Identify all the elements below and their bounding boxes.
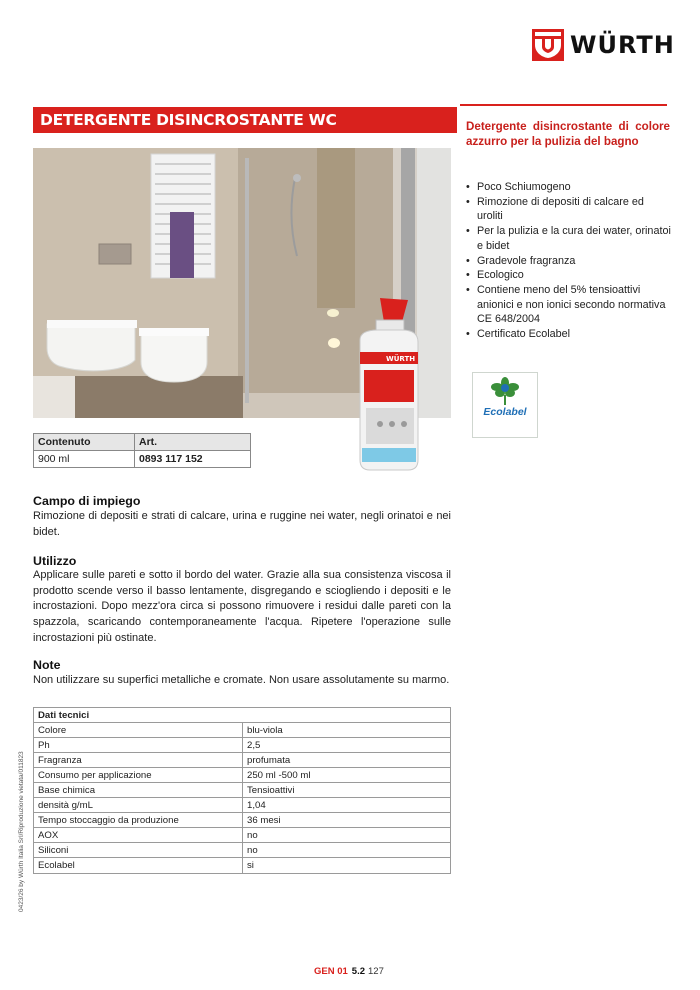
table-row	[34, 828, 451, 843]
section-text-campo: Rimozione di depositi e strati di calcare, urina e ruggine nei water, negli orinatoi e nei bidet.	[33, 510, 451, 538]
tech-value: 36 mesi	[243, 813, 451, 828]
feature-list	[466, 180, 672, 342]
title-bar	[33, 107, 457, 133]
side-note-text: 0423/26 by Würth Italia Srl/Riproduzione vietata/011823	[18, 751, 25, 912]
technical-data-table	[33, 707, 451, 874]
ecolabel-text: Ecolabel	[483, 406, 527, 418]
footer-page-number: 127	[368, 966, 384, 977]
section-heading-note: Note	[33, 658, 61, 672]
ecolabel-flower-icon	[473, 373, 537, 407]
table-header-row	[34, 708, 451, 723]
svg-text:WÜRTH: WÜRTH	[386, 355, 416, 363]
product-bottle-image	[350, 296, 426, 472]
tech-label: Consumo per applicazione	[34, 768, 243, 783]
tech-value: si	[243, 858, 451, 873]
tech-value: no	[243, 828, 451, 843]
feature-item: • Gradevole fragranza	[466, 254, 672, 269]
footer-section: GEN 01	[314, 966, 348, 977]
table-row	[34, 798, 451, 813]
tech-table-title: Dati tecnici	[34, 708, 451, 723]
feature-item: • Per la pulizia e la cura dei water, orinatoi e bidet	[466, 224, 672, 253]
table-row	[34, 843, 451, 858]
article-cell: 0893 117 152	[135, 451, 251, 468]
tech-value: 1,04	[243, 798, 451, 813]
feature-item: • Ecologico	[466, 268, 672, 283]
section-text-utilizzo: Applicare sulle pareti e sotto il bordo del water. Grazie alla sua consistenza viscosa il prodotto scende verso il basso lentamente, disgregando e sciogliendo i depositi e le incrostazioni. Dopo mezz'ora circa si possono rimuovere i residui dalle pareti con la spazzola, scaricando contemporaneamente l'acqua. Ripetere l'operazione sulle incrostazioni più ostinate.	[33, 569, 451, 644]
tech-label: Tempo stoccaggio da produzione	[34, 813, 243, 828]
header-cell: Art.	[135, 434, 251, 451]
tech-value: Tensioattivi	[243, 783, 451, 798]
title-divider	[460, 104, 667, 106]
section-text-note: Non utilizzare su superfici metalliche e cromate. Non usare assolutamente su marmo.	[33, 674, 450, 686]
tech-label: Colore	[34, 723, 243, 738]
tech-value: no	[243, 843, 451, 858]
tech-label: Ecolabel	[34, 858, 243, 873]
tech-value: 2,5	[243, 738, 451, 753]
tech-label: Siliconi	[34, 843, 243, 858]
feature-item: • Rimozione di depositi di calcare ed uroliti	[466, 195, 672, 224]
tech-label: AOX	[34, 828, 243, 843]
table-row	[34, 723, 451, 738]
tech-label: densità g/mL	[34, 798, 243, 813]
tech-label: Fragranza	[34, 753, 243, 768]
page-footer	[314, 966, 384, 977]
footer-chapter: 5.2	[351, 966, 366, 977]
feature-item: • Certificato Ecolabel	[466, 327, 672, 342]
ecolabel-badge	[472, 372, 538, 438]
feature-item: • Contiene meno del 5% tensioattivi anionici e non ionici secondo normativa CE 648/2004	[466, 283, 672, 327]
wurth-logo-mark-icon	[532, 29, 564, 61]
tech-value: 250 ml -500 ml	[243, 768, 451, 783]
table-row	[34, 753, 451, 768]
table-row	[34, 738, 451, 753]
table-row	[34, 858, 451, 873]
table-row	[34, 813, 451, 828]
table-row	[34, 451, 251, 468]
page-title: DETERGENTE DISINCROSTANTE WC	[40, 111, 337, 129]
table-row	[34, 783, 451, 798]
product-subtitle: Detergente disincrostante di colore azzurro per la pulizia del bagno	[466, 120, 670, 148]
feature-item: • Poco Schiumogeno	[466, 180, 672, 195]
tech-value: blu-viola	[243, 723, 451, 738]
content-cell: 900 ml	[34, 451, 135, 468]
brand-name: WÜRTH	[570, 31, 675, 59]
header-cell: Contenuto	[34, 434, 135, 451]
table-header-row	[34, 434, 251, 451]
tech-label: Base chimica	[34, 783, 243, 798]
wurth-logo	[532, 29, 675, 61]
tech-label: Ph	[34, 738, 243, 753]
table-row	[34, 768, 451, 783]
tech-value: profumata	[243, 753, 451, 768]
section-heading-utilizzo: Utilizzo	[33, 554, 77, 568]
product-info-table	[33, 433, 251, 468]
section-heading-campo: Campo di impiego	[33, 494, 141, 508]
